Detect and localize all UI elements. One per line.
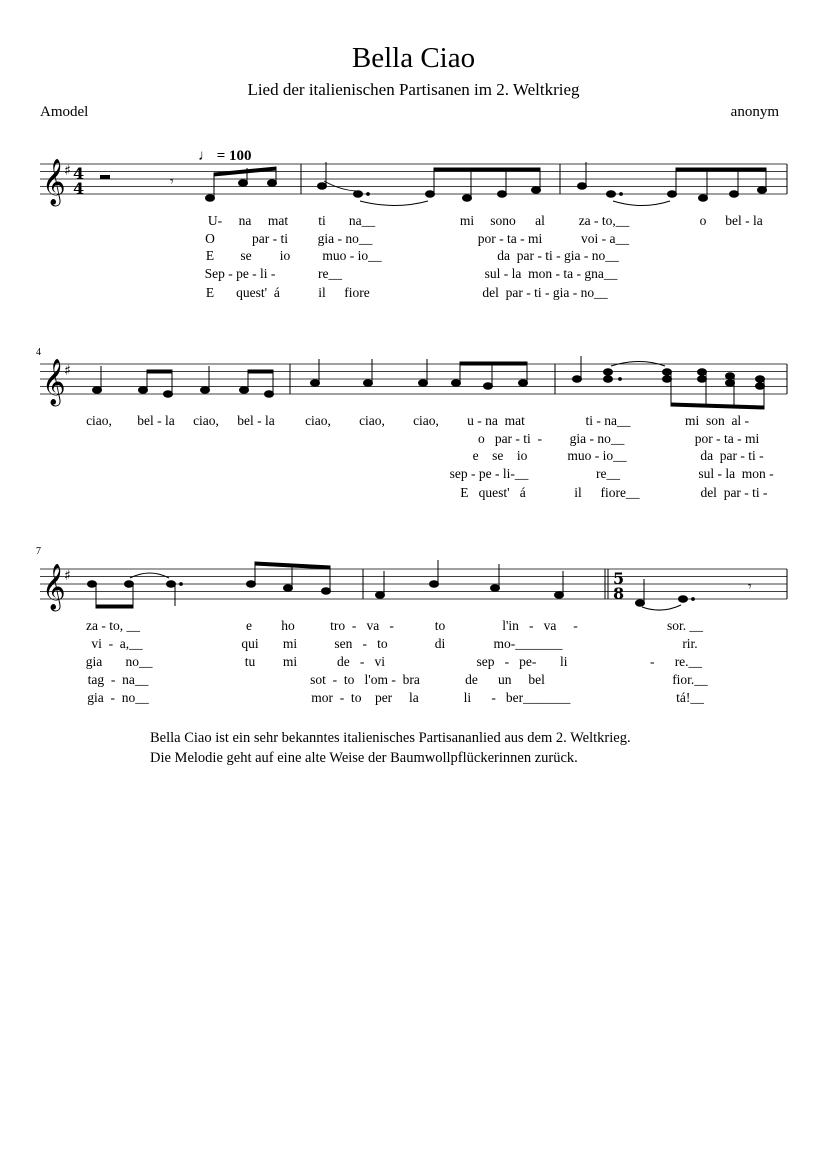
lyric-v4: Sep - pe - li - <box>204 266 276 281</box>
tempo-value: = 100 <box>216 148 252 164</box>
eighth-rest-icon: 𝄾 <box>170 174 174 190</box>
time-sig-top: 4 <box>73 164 85 183</box>
score-subtitle: Lied der italienischen Partisanen im 2. Weltkrieg <box>247 80 580 99</box>
lyric-v5: E <box>205 285 215 300</box>
treble-clef-icon: 𝄞 <box>42 359 66 405</box>
treble-clef-icon: 𝄞 <box>42 159 66 205</box>
footnote-line-1: Bella Ciao ist ein sehr bekanntes italienisches Partisananlied aus dem 2. Weltkrieg. <box>150 730 631 746</box>
measure-number: 4 <box>36 347 41 358</box>
footnote-line-2: Die Melodie geht auf eine alte Weise der Baumwollpflückerinnen zurück. <box>150 750 578 766</box>
quarter-note-icon: ♩ <box>198 148 213 164</box>
sharp-icon: ♯ <box>64 163 71 179</box>
score-title: Bella Ciao <box>351 42 476 74</box>
sharp-icon: ♯ <box>64 363 71 379</box>
measure-number: 7 <box>36 546 41 557</box>
sharp-icon: ♯ <box>64 568 71 584</box>
lyric-v2: O <box>205 231 215 246</box>
eighth-rest-icon: 𝄾 <box>748 579 752 595</box>
time-sig-bottom: 4 <box>73 179 85 198</box>
arranger-name: Amodel <box>40 104 89 120</box>
treble-clef-icon: 𝄞 <box>42 564 66 610</box>
lyric-v3: E <box>205 248 215 263</box>
composer-name: anonym <box>730 104 779 120</box>
time-sig-top: 5 <box>613 569 625 588</box>
footnote <box>150 728 631 768</box>
lyric-v1: U- <box>207 213 223 228</box>
time-sig-bottom: 8 <box>613 584 625 603</box>
